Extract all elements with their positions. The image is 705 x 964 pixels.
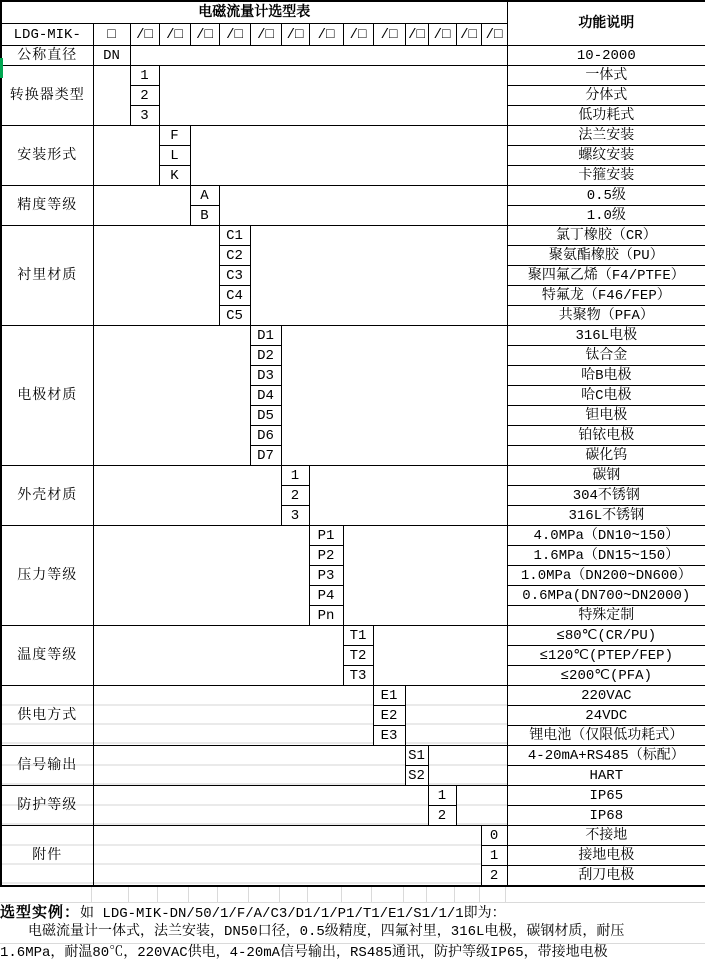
model-box-symbol: □	[93, 24, 130, 46]
code-slot: /□	[281, 24, 309, 46]
code-cell: 3	[281, 506, 309, 526]
description-cell: ≤200℃(PFA)	[507, 666, 705, 686]
category-label: 电极材质	[1, 326, 93, 466]
category-label: 精度等级	[1, 186, 93, 226]
description-cell: IP65	[507, 786, 705, 806]
description-cell: 1.0级	[507, 206, 705, 226]
selection-example	[0, 903, 705, 964]
description-cell: 钛合金	[507, 346, 705, 366]
empty-cell	[93, 626, 343, 686]
category-label: 压力等级	[1, 526, 93, 626]
empty-cell	[93, 226, 219, 326]
code-cell: P3	[309, 566, 343, 586]
code-slot: /□	[159, 24, 190, 46]
description-cell: 0.5级	[507, 186, 705, 206]
description-cell: 低功耗式	[507, 106, 705, 126]
description-cell: 法兰安装	[507, 126, 705, 146]
description-cell: 哈B电极	[507, 366, 705, 386]
empty-cell	[93, 826, 481, 887]
grid-tick	[129, 887, 158, 902]
category-label: 温度等级	[1, 626, 93, 686]
description-cell: 共聚物（PFA）	[507, 306, 705, 326]
code-cell: D3	[250, 366, 281, 386]
description-cell: 锂电池（仅限低功耗式）	[507, 726, 705, 746]
code-cell: S1	[405, 746, 428, 766]
description-cell: 220VAC	[507, 686, 705, 706]
example-description-line1: 电磁流量计一体式，法兰安装，DN50口径，0.5级精度，四氟衬里，316L电极，碳钢材质，耐压	[0, 923, 705, 944]
description-cell: 24VDC	[507, 706, 705, 726]
code-cell: E1	[373, 686, 405, 706]
empty-cell	[130, 46, 507, 66]
category-label: 信号输出	[1, 746, 93, 786]
code-cell: 2	[281, 486, 309, 506]
description-cell: 1.6MPa（DN15~150）	[507, 546, 705, 566]
empty-cell	[405, 686, 507, 746]
description-cell: 碳化钨	[507, 446, 705, 466]
code-cell: C4	[219, 286, 250, 306]
description-cell: 特殊定制	[507, 606, 705, 626]
function-column-header: 功能说明	[507, 1, 705, 46]
code-cell: S2	[405, 766, 428, 786]
description-cell: IP68	[507, 806, 705, 826]
code-cell: L	[159, 146, 190, 166]
code-cell: 2	[428, 806, 456, 826]
code-slot: /□	[456, 24, 481, 46]
empty-cell	[373, 626, 507, 686]
description-cell: 哈C电极	[507, 386, 705, 406]
code-cell: A	[190, 186, 219, 206]
grid-tick	[480, 887, 506, 902]
example-description-line2: 1.6MPa，耐温80℃，220VAC供电，4-20mA信号输出，RS485通讯，防护等级IP65，带接地电极	[0, 945, 608, 961]
code-cell: C3	[219, 266, 250, 286]
description-cell: 特氟龙（F46/FEP）	[507, 286, 705, 306]
code-cell: D6	[250, 426, 281, 446]
grid-tick	[158, 887, 189, 902]
code-slot: /□	[219, 24, 250, 46]
code-cell: E2	[373, 706, 405, 726]
code-cell: 1	[130, 66, 159, 86]
code-cell: Pn	[309, 606, 343, 626]
code-cell: 1	[428, 786, 456, 806]
empty-cell	[456, 786, 507, 826]
empty-cell	[93, 66, 130, 126]
empty-cell	[93, 526, 309, 626]
example-heading	[0, 903, 705, 923]
selection-mark	[0, 58, 3, 78]
grid-tick	[342, 887, 372, 902]
model-prefix: LDG-MIK-	[1, 24, 93, 46]
description-cell: 4.0MPa（DN10~150）	[507, 526, 705, 546]
description-cell: 分体式	[507, 86, 705, 106]
code-cell: D4	[250, 386, 281, 406]
grid-tick	[308, 887, 342, 902]
code-slot: /□	[190, 24, 219, 46]
code-cell: D2	[250, 346, 281, 366]
description-cell: ≤80℃(CR/PU)	[507, 626, 705, 646]
empty-cell	[250, 226, 507, 326]
code-cell: 0	[481, 826, 507, 846]
description-cell: 聚四氟乙烯（F4/PTFE）	[507, 266, 705, 286]
code-cell: 2	[130, 86, 159, 106]
empty-cell	[93, 686, 373, 746]
description-cell: 接地电极	[507, 846, 705, 866]
grid-tick	[404, 887, 427, 902]
description-cell: 卡箍安装	[507, 166, 705, 186]
code-cell: B	[190, 206, 219, 226]
category-label: 防护等级	[1, 786, 93, 826]
grid-tick	[249, 887, 280, 902]
empty-cell	[93, 786, 428, 826]
description-cell: ≤120℃(PTEP/FEP)	[507, 646, 705, 666]
description-cell: 304不锈钢	[507, 486, 705, 506]
code-cell: D7	[250, 446, 281, 466]
empty-cell	[93, 746, 405, 786]
code-cell: K	[159, 166, 190, 186]
grid-tick	[0, 887, 92, 902]
code-slot: /□	[130, 24, 159, 46]
code-slot: /□	[405, 24, 428, 46]
empty-cell	[428, 746, 507, 786]
empty-cell	[93, 186, 190, 226]
category-label: 供电方式	[1, 686, 93, 746]
code-slot: /□	[343, 24, 373, 46]
description-cell: 0.6MPa(DN700~DN2000)	[507, 586, 705, 606]
code-slot: /□	[481, 24, 507, 46]
description-cell: 铂铱电极	[507, 426, 705, 446]
empty-cell	[343, 526, 507, 626]
code-cell: 3	[130, 106, 159, 126]
code-cell: C2	[219, 246, 250, 266]
code-cell: 2	[481, 866, 507, 887]
description-cell: 10-2000	[507, 46, 705, 66]
category-label: 外壳材质	[1, 466, 93, 526]
description-cell: 刮刀电极	[507, 866, 705, 887]
grid-tick	[189, 887, 218, 902]
description-cell: HART	[507, 766, 705, 786]
code-cell: P1	[309, 526, 343, 546]
description-cell: 不接地	[507, 826, 705, 846]
code-slot: /□	[373, 24, 405, 46]
code-cell: D1	[250, 326, 281, 346]
code-cell: C5	[219, 306, 250, 326]
example-heading-prefix: 选型实例：	[0, 905, 81, 922]
code-slot: /□	[250, 24, 281, 46]
example-heading-code: 如 LDG-MIK-DN/50/1/F/A/C3/D1/1/P1/T1/E1/S1/1/1即为：	[80, 906, 506, 922]
description-cell: 316L不锈钢	[507, 506, 705, 526]
description-cell: 螺纹安装	[507, 146, 705, 166]
empty-cell	[281, 326, 507, 466]
code-cell: F	[159, 126, 190, 146]
empty-cell	[93, 326, 250, 466]
table-title: 电磁流量计选型表	[1, 1, 507, 24]
code-cell: T3	[343, 666, 373, 686]
code-cell: P2	[309, 546, 343, 566]
description-cell: 碳钢	[507, 466, 705, 486]
grid-tick	[92, 887, 129, 902]
empty-cell	[93, 466, 281, 526]
description-cell: 聚氨酯橡胶（PU）	[507, 246, 705, 266]
code-cell: 1	[281, 466, 309, 486]
code-slot: /□	[309, 24, 343, 46]
code-cell: P4	[309, 586, 343, 606]
description-cell: 钽电极	[507, 406, 705, 426]
empty-cell	[159, 66, 507, 126]
grid-tick	[372, 887, 404, 902]
description-cell: 1.0MPa（DN200~DN600）	[507, 566, 705, 586]
empty-cell	[309, 466, 507, 526]
empty-cell	[219, 186, 507, 226]
grid-tick	[427, 887, 455, 902]
code-cell: T1	[343, 626, 373, 646]
code-cell: C1	[219, 226, 250, 246]
description-cell: 氯丁橡胶（CR）	[507, 226, 705, 246]
description-cell: 一体式	[507, 66, 705, 86]
code-cell: D5	[250, 406, 281, 426]
description-cell: 316L电极	[507, 326, 705, 346]
category-label: 安装形式	[1, 126, 93, 186]
empty-cell	[93, 126, 159, 186]
grid-spacer-row	[0, 887, 705, 903]
category-label: 转换器类型	[1, 66, 93, 126]
code-cell: T2	[343, 646, 373, 666]
grid-tick	[455, 887, 480, 902]
grid-tick	[280, 887, 308, 902]
code-slot: /□	[428, 24, 456, 46]
category-label: 公称直径	[1, 46, 93, 66]
code-cell: 1	[481, 846, 507, 866]
description-cell: 4-20mA+RS485（标配）	[507, 746, 705, 766]
grid-tick	[218, 887, 249, 902]
category-label: 衬里材质	[1, 226, 93, 326]
empty-cell	[190, 126, 507, 186]
category-label: 附件	[1, 826, 93, 887]
code-cell: E3	[373, 726, 405, 746]
code-cell: DN	[93, 46, 130, 66]
